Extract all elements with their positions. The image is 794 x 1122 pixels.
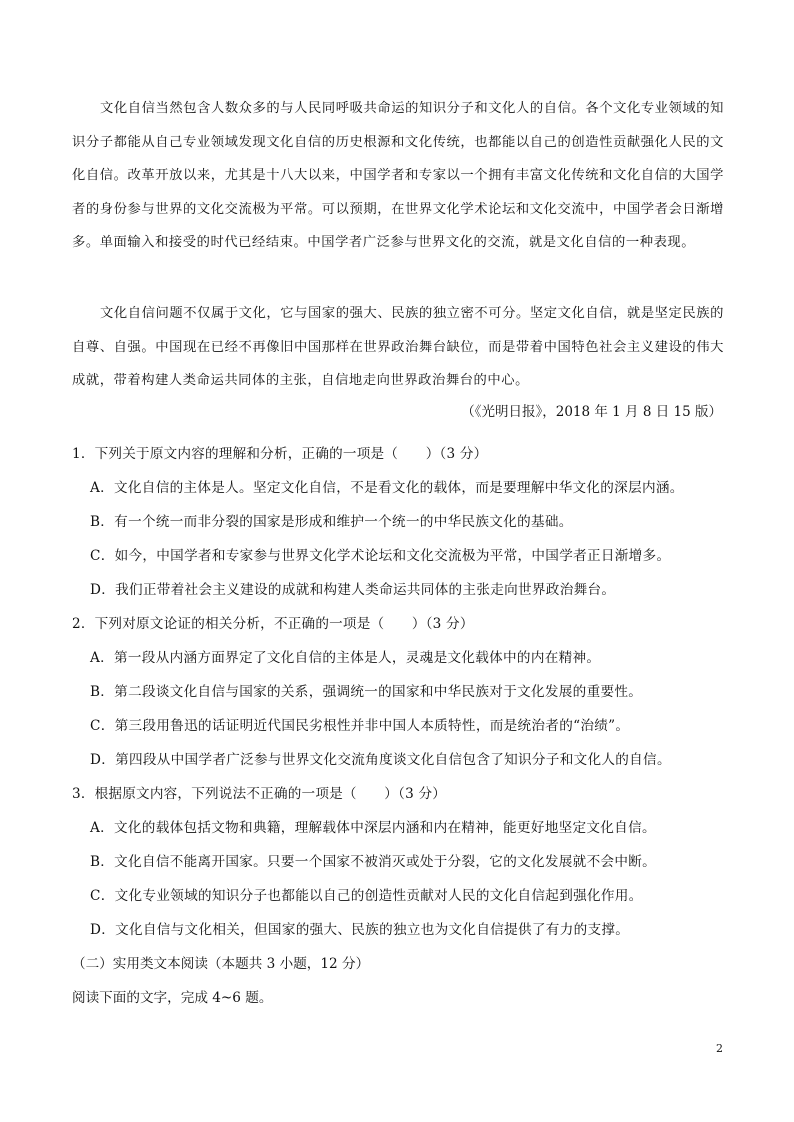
section-intro: 阅读下面的文字，完成 4~6 题。 — [72, 990, 273, 1006]
question-2-option-d: D．第四段从中国学者广泛参与世界文化交流角度谈文化自信包含了知识分子和文化人的自信。 — [90, 752, 671, 768]
passage-paragraph-1-text: 文化自信当然包含人数众多的与人民同呼吸共命运的知识分子和文化人的自信。各个文化专业领域的知识分子都能从自己专业领域发现文化自信的历史根源和文化传统，也都能以自己的创造性贡献强化人民的文化自信。改革开放以来，尤其是十八大以来，中国学者和专家以一个拥有丰富文化传统和文化自信的大国学者的身份参与世界的文化交流极为平常。可以预期，在世界文化学术论坛和文化交流中，中国学者会日渐增多。单面输入和接受的时代已经结束。中国学者广泛参与世界文化的交流，就是文化自信的一种表现。 — [72, 101, 724, 250]
question-2-option-b: B．第二段谈文化自信与国家的关系，强调统一的国家和中华民族对于文化发展的重要性。 — [90, 684, 643, 700]
passage-paragraph-1 — [72, 92, 724, 260]
question-3-option-b: B．文化自信不能离开国家。只要一个国家不被消灭或处于分裂，它的文化发展就不会中断。 — [90, 854, 657, 870]
question-1-option-d: D．我们正带着社会主义建设的成就和构建人类命运共同体的主张走向世界政治舞台。 — [90, 582, 616, 598]
question-3-option-c: C．文化专业领域的知识分子也都能以自己的创造性贡献对人民的文化自信起到强化作用。 — [90, 888, 643, 904]
question-3-option-d: D．文化自信与文化相关，但国家的强大、民族的独立也为文化自信提供了有力的支撑。 — [90, 922, 630, 938]
question-2-option-a: A．第一段从内涵方面界定了文化自信的主体是人，灵魂是文化载体中的内在精神。 — [90, 650, 601, 666]
section-heading: （二）实用类文本阅读（本题共 3 小题，12 分） — [72, 956, 370, 972]
question-2-option-c: C．第三段用鲁迅的话证明近代国民劣根性并非中国人本质特性，而是统治者的“治绩”。 — [90, 718, 630, 734]
question-2-stem: 2．下列对原文论证的相关分析，不正确的一项是（ ）（3 分） — [72, 616, 474, 632]
passage-paragraph-2-text: 文化自信问题不仅属于文化，它与国家的强大、民族的独立密不可分。坚定文化自信，就是坚定民族的自尊、自强。中国现在已经不再像旧中国那样在世界政治舞台缺位，而是带着中国特色社会主义建设的伟大成就，带着构建人类命运共同体的主张，自信地走向世界政治舞台的中心。 — [72, 306, 724, 388]
question-1-option-b: B．有一个统一而非分裂的国家是形成和维护一个统一的中华民族文化的基础。 — [90, 514, 573, 530]
question-3-option-a: A．文化的载体包括文物和典籍，理解载体中深层内涵和内在精神，能更好地坚定文化自信。 — [90, 820, 656, 836]
passage-source: （《光明日报》，2018 年 1 月 8 日 15 版） — [461, 404, 722, 420]
question-1-option-a: A．文化自信的主体是人。坚定文化自信，不是看文化的载体，而是要理解中华文化的深层内涵。 — [90, 480, 684, 496]
passage-paragraph-2 — [72, 297, 724, 398]
question-3-stem: 3．根据原文内容，下列说法不正确的一项是（ ）（3 分） — [72, 786, 447, 802]
question-1-option-c: C．如今，中国学者和专家参与世界文化学术论坛和文化交流极为平常，中国学者正日渐增多。 — [90, 548, 671, 564]
question-1-stem: 1．下列关于原文内容的理解和分析，正确的一项是（ ）（3 分） — [72, 446, 488, 462]
page-number: 2 — [716, 1042, 723, 1055]
